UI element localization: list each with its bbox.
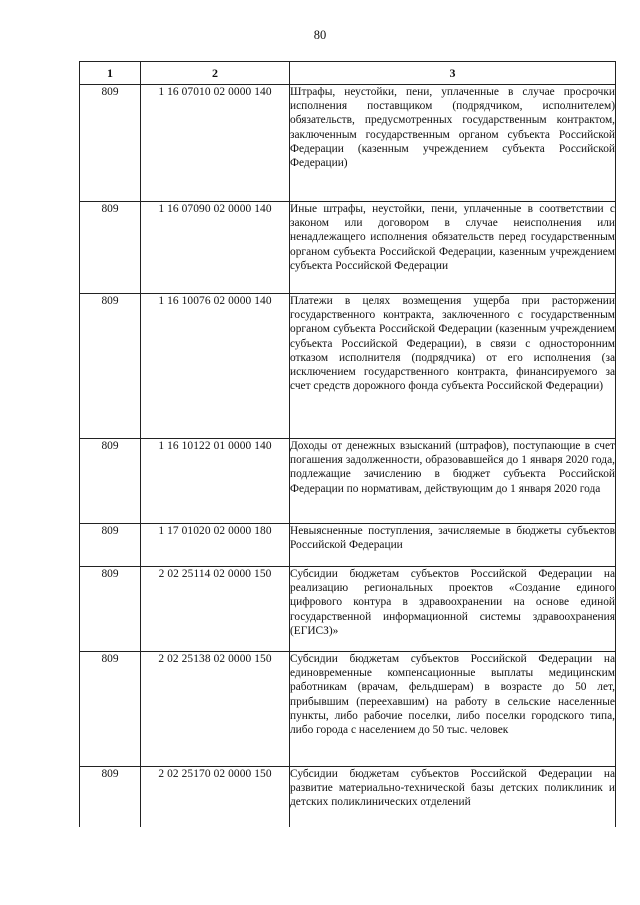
column-header-1: 1 — [80, 62, 141, 85]
column-header-2: 2 — [141, 62, 290, 85]
description-cell: Субсидии бюджетам субъектов Российской Федерации на развитие материально-технической базы детских поликлиник и детских поликлинических отделений — [290, 767, 616, 827]
description-cell: Иные штрафы, неустойки, пени, уплаченные в соответствии с законом или договором в случае неисполнения или ненадлежащего исполнения обязательств перед государственным органом субъекта Российской Федерации, казенным учреждением субъекта Российской Федерации — [290, 202, 616, 294]
admin-code-cell: 809 — [80, 85, 141, 202]
admin-code-cell: 809 — [80, 294, 141, 439]
budget-code-cell: 2 02 25114 02 0000 150 — [141, 567, 290, 652]
admin-code-cell: 809 — [80, 524, 141, 567]
budget-code-cell: 1 16 10076 02 0000 140 — [141, 294, 290, 439]
description-cell: Доходы от денежных взысканий (штрафов), поступающие в счет погашения задолженности, образовавшейся до 1 января 2020 года, подлежащие зачислению в бюджет субъекта Российской Федерации по нормативам, действующим до 1 января 2020 года — [290, 439, 616, 524]
budget-code-cell: 1 16 07010 02 0000 140 — [141, 85, 290, 202]
column-header-3: 3 — [290, 62, 616, 85]
budget-code-cell: 1 17 01020 02 0000 180 — [141, 524, 290, 567]
table-row — [80, 767, 616, 827]
description-cell: Субсидии бюджетам субъектов Российской Федерации на реализацию региональных проектов «Создание единого цифрового контура в здравоохранении на основе единой государственной информационной системы здравоохранения (ЕГИСЗ)» — [290, 567, 616, 652]
admin-code-cell: 809 — [80, 202, 141, 294]
description-cell: Платежи в целях возмещения ущерба при расторжении государственного контракта, заключенного с государственным органом субъекта Российской Федерации (казенным учреждением субъекта Российской Федерации), в связи с односторонним отказом исполнителя (подрядчика) от его исполнения (за исключением государственного контракта, финансируемого за счет средств дорожного фонда субъекта Российской Федерации) — [290, 294, 616, 439]
description-cell: Невыясненные поступления, зачисляемые в бюджеты субъектов Российской Федерации — [290, 524, 616, 567]
budget-code-cell: 1 16 10122 01 0000 140 — [141, 439, 290, 524]
table-row — [80, 439, 616, 524]
budget-code-cell: 2 02 25138 02 0000 150 — [141, 652, 290, 767]
description-cell: Субсидии бюджетам субъектов Российской Федерации на единовременные компенсационные выплаты медицинским работникам (врачам, фельдшерам) в возрасте до 50 лет, прибывшим (переехавшим) на работу в сельские населенные пункты, либо рабочие поселки, либо поселки городского типа, либо города с населением до 50 тыс. человек — [290, 652, 616, 767]
admin-code-cell: 809 — [80, 567, 141, 652]
budget-code-cell: 1 16 07090 02 0000 140 — [141, 202, 290, 294]
admin-code-cell: 809 — [80, 767, 141, 827]
description-cell: Штрафы, неустойки, пени, уплаченные в случае просрочки исполнения поставщиком (подрядчиком, исполнителем) обязательств, предусмотренных государственным контрактом, заключенным государственным органом субъекта Российской Федерации (казенным учреждением субъекта Российской Федерации) — [290, 85, 616, 202]
table-row — [80, 652, 616, 767]
budget-code-cell: 2 02 25170 02 0000 150 — [141, 767, 290, 827]
revenue-codes-table — [79, 61, 616, 827]
table-header-row — [80, 62, 616, 85]
table-row — [80, 294, 616, 439]
admin-code-cell: 809 — [80, 652, 141, 767]
table-row — [80, 524, 616, 567]
admin-code-cell: 809 — [80, 439, 141, 524]
table-row — [80, 567, 616, 652]
table-row — [80, 85, 616, 202]
page-number: 80 — [313, 28, 327, 42]
table-row — [80, 202, 616, 294]
